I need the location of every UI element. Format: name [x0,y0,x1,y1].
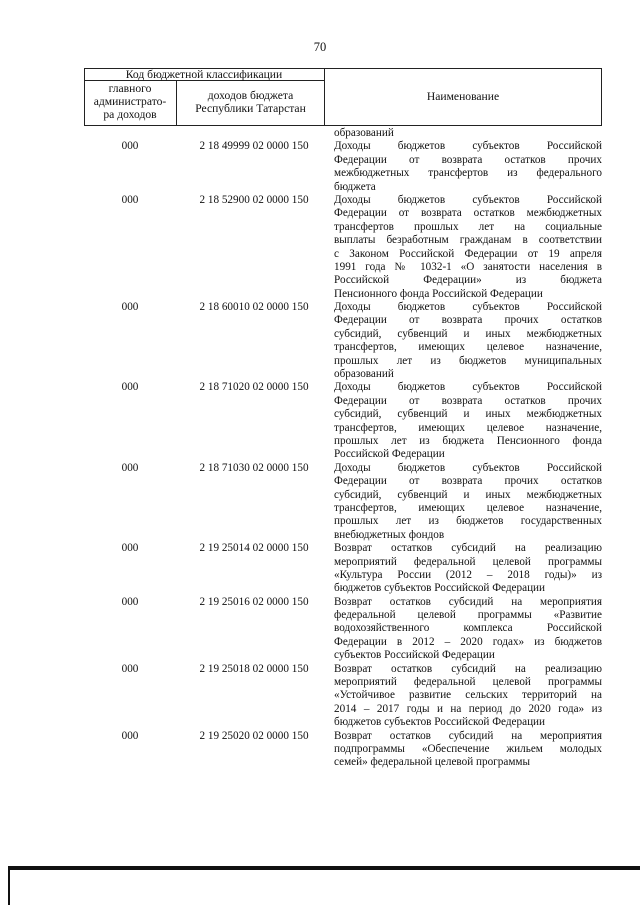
col-admin-header-line: ра доходов [103,108,157,121]
table-body [84,127,602,770]
name-cell [332,127,602,140]
col-admin-header-line: главного [108,82,152,95]
admin-code-cell [84,127,176,140]
col-code-header-line: доходов бюджета [207,89,294,102]
admin-code-cell: 000 [121,140,139,153]
name-line: Возврат остатков субсидий на мероприятия [334,595,602,608]
admin-code-cell: 000 [121,729,139,742]
name-line: 2014 – 2017 годы и на период до 2020 года» из [334,702,602,715]
name-line: бюджетов субъектов Российской Федерации [334,716,546,729]
admin-code-cell: 000 [121,461,139,474]
table-row [84,462,602,542]
budget-code-cell: 2 18 71020 02 0000 150 [199,381,309,394]
name-line: 1991 года № 1032-1 «О занятости населения в [334,260,602,273]
header-right-border [601,68,602,126]
name-line: прошлых лет из бюджетов государственных [334,515,602,528]
table-row [84,301,602,381]
scan-edge-bottom [8,866,640,870]
name-cell [332,542,602,596]
group-title: Код бюджетной классификации [125,68,283,81]
name-line: прошлых лет из бюджета Пенсионного фонда [334,434,602,447]
budget-code-cell: 2 19 25014 02 0000 150 [199,542,309,555]
name-line: семей» федеральной целевой программы [334,756,531,769]
admin-code-cell: 000 [121,193,139,206]
table-row [84,596,602,663]
budget-code-cell [176,127,332,140]
admin-code-cell: 000 [121,301,139,314]
table-header [84,68,602,126]
name-cell [332,381,602,461]
name-line: Возврат остатков субсидий на мероприятия [334,729,602,742]
budget-code-cell: 2 18 49999 02 0000 150 [199,140,309,153]
table-row [84,194,602,301]
name-line: Федерации в 2012 – 2020 годах» из бюджетов [334,635,602,648]
name-line: трансфертов, имеющих целевое назначение, [334,341,602,354]
name-line: Возврат остатков субсидий на реализацию [334,662,602,675]
budget-code-cell: 2 18 52900 02 0000 150 [199,193,309,206]
name-line: с Законом Российской Федерации от 19 апреля [334,247,602,260]
name-line: Российской Федерации [334,448,445,461]
col-admin-header [84,82,176,121]
name-line: Доходы бюджетов субъектов Российской [334,140,602,153]
name-line: Доходы бюджетов субъектов Российской [334,301,602,314]
name-line: образований [334,368,394,381]
name-line: выплаты безработным гражданам в соответствии [334,234,602,247]
name-line: бюджета [334,180,376,193]
budget-code-cell: 2 19 25016 02 0000 150 [199,595,309,608]
col-name-header: Наименование [426,90,500,103]
name-line: Федерации от возврата прочих остатков [334,475,602,488]
name-line: федеральной целевой программы «Развитие [334,609,602,622]
col-admin-header-line: администрато- [93,95,167,108]
name-line: «Культура России (2012 – 2018 годы)» из [334,568,602,581]
col-code-header [177,89,324,115]
table-row [84,663,602,730]
name-cell [332,596,602,663]
page-number: 70 [313,40,327,54]
name-line: Доходы бюджетов субъектов Российской [334,193,602,206]
name-line: внебюджетных фондов [334,528,445,541]
name-line: водохозяйственного комплекса Российской [334,622,602,635]
name-cell [332,301,602,381]
name-line: межбюджетных трансфертов из федерального [334,167,602,180]
name-cell [332,462,602,542]
table-row [84,381,602,461]
col-code-header-line: Республики Татарстан [195,102,306,115]
admin-code-cell: 000 [121,381,139,394]
name-cell [332,140,602,194]
name-line: Российской Федерации» из бюджета [334,274,602,287]
budget-code-cell: 2 19 25018 02 0000 150 [199,662,309,675]
table-row [84,140,602,194]
admin-code-cell: 000 [121,595,139,608]
name-line: мероприятий федеральной целевой программы [334,555,602,568]
name-line: Федерации от возврата остатков прочих [334,153,602,166]
name-line: субсидий, субвенций и иных межбюджетных [334,488,602,501]
table-row [84,542,602,596]
name-line: субсидий, субвенций и иных межбюджетных [334,327,602,340]
name-cell [332,194,602,301]
name-line: трансфертов, имеющих целевое назначение, [334,421,602,434]
name-line: Федерации от возврата остатков прочих [334,394,602,407]
admin-code-cell: 000 [121,662,139,675]
name-line: прошлых лет из бюджетов муниципальных [334,354,602,367]
name-line: подпрограммы «Обеспечение жильем молодых [334,742,602,755]
name-line: образований [334,127,394,139]
name-line: мероприятий федеральной целевой программы [334,676,602,689]
name-line: Федерации от возврата остатков межбюджетных [334,207,602,220]
table-row [84,730,602,770]
name-line: Доходы бюджетов субъектов Российской [334,461,602,474]
admin-code-cell: 000 [121,542,139,555]
budget-code-cell: 2 18 60010 02 0000 150 [199,301,309,314]
name-line: Возврат остатков субсидий на реализацию [334,542,602,555]
budget-code-cell: 2 18 71030 02 0000 150 [199,461,309,474]
name-line: «Устойчивое развитие сельских территорий на [334,689,602,702]
name-line: бюджетов субъектов Российской Федерации [334,582,546,595]
name-line: трансфертов, имеющих целевое назначение, [334,501,602,514]
budget-code-cell: 2 19 25020 02 0000 150 [199,729,309,742]
header-bottom-border [84,125,602,126]
scan-edge-left [8,866,10,905]
name-line: субсидий, субвенций и иных межбюджетных [334,408,602,421]
name-line: Пенсионного фонда Российской Федерации [334,287,543,300]
name-cell [332,663,602,730]
name-line: трансфертов прошлых лет на социальные [334,220,602,233]
name-line: субъектов Российской Федерации [334,649,495,662]
name-line: Доходы бюджетов субъектов Российской [334,381,602,394]
table-row [84,127,602,140]
name-cell [332,730,602,770]
name-line: Федерации от возврата прочих остатков [334,314,602,327]
